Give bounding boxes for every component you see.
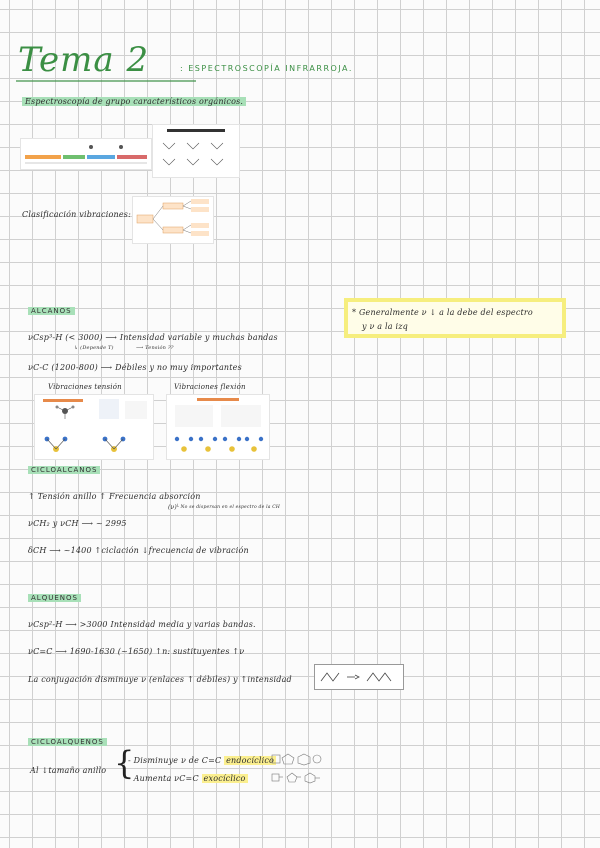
intro-heading: Espectroscopía de grupo característicos orgánicos. [22,97,246,106]
alcanos-line-1-sub-1: ↳ (Depende T) [74,345,114,351]
stretching-label: Vibraciones tensión [48,383,122,391]
page-subtitle: : ESPECTROSCOPÍA INFRARROJA. [180,64,353,73]
classification-label: Clasificación vibraciones: [22,210,131,219]
ir-ranges-figure [20,138,152,170]
conjugation-structures-figure [314,664,404,690]
endocyclic-highlight: endocíclico [226,756,275,765]
bending-vibrations-figure [166,394,270,460]
alcanos-line-1-sub-2: ⟶ Tensión ?? [136,345,174,351]
page-title: Tema 2 [18,40,150,80]
functional-groups-figure [152,124,240,178]
cicloalcanos-line-1-sub-1: (ν) [168,504,177,511]
bending-label: Vibraciones flexión [174,383,246,391]
alquenos-line-1: νCsp²-H ⟶ >3000 Intensidad media y varias bandas. [28,620,256,629]
cicloalquenos-intro: Al ↓tamaño anillo [30,766,107,775]
alcanos-line-1: νCsp³-H (< 3000) ⟶ Intensidad variable y muchas bandas [28,333,278,342]
cicloalcanos-line-2: νCH₂ y νCH ⟶ ~ 2995 [28,519,127,528]
stretching-vibrations-figure [34,394,154,460]
alcanos-line-2: νC-C (1200-800) ⟶ Débiles y no muy importantes [28,363,242,372]
alquenos-line-3: La conjugación disminuye ν (enlaces ↑ débiles) y ↑intensidad [28,675,292,684]
exocyclic-rings-figure [270,770,322,784]
cicloalcanos-line-3: δCH ⟶ ~1400 ↑ciclación ↓frecuencia de vibración [28,546,249,555]
cicloalquenos-line-2-text: - Aumenta νC=C [128,774,199,783]
alcanos-heading: ALCANOS [28,307,75,315]
cicloalquenos-line-1 [128,756,276,765]
cicloalcanos-heading: CICLOALCANOS [28,466,100,474]
title-underline [16,80,196,82]
vibration-classification-figure [132,196,214,244]
note-line-2: y ν a la izq [362,322,408,331]
cicloalquenos-heading: CICLOALQUENOS [28,738,107,746]
cicloalcanos-line-1: ↑ Tensión anillo ↑ Frecuencia absorción [28,492,201,501]
alquenos-line-2: νC=C ⟶ 1690-1630 (~1650) ↑n: sustituyentes ↑ν [28,647,245,656]
alquenos-heading: ALQUENOS [28,594,81,602]
cicloalquenos-line-2 [128,774,248,783]
endocyclic-rings-figure [270,752,322,766]
exocyclic-highlight: exocíclico [203,774,246,783]
cicloalquenos-line-1-text: - Disminuye ν de C=C [128,756,222,765]
note-line-1: * Generalmente ν ↓ a la debe del espectro [352,308,533,317]
general-note-box [344,298,566,338]
cicloalcanos-line-1-sub-2: └ No se dispersan en el espectro de la CH [176,505,281,510]
cicloalquenos-bracket: { [114,744,135,782]
